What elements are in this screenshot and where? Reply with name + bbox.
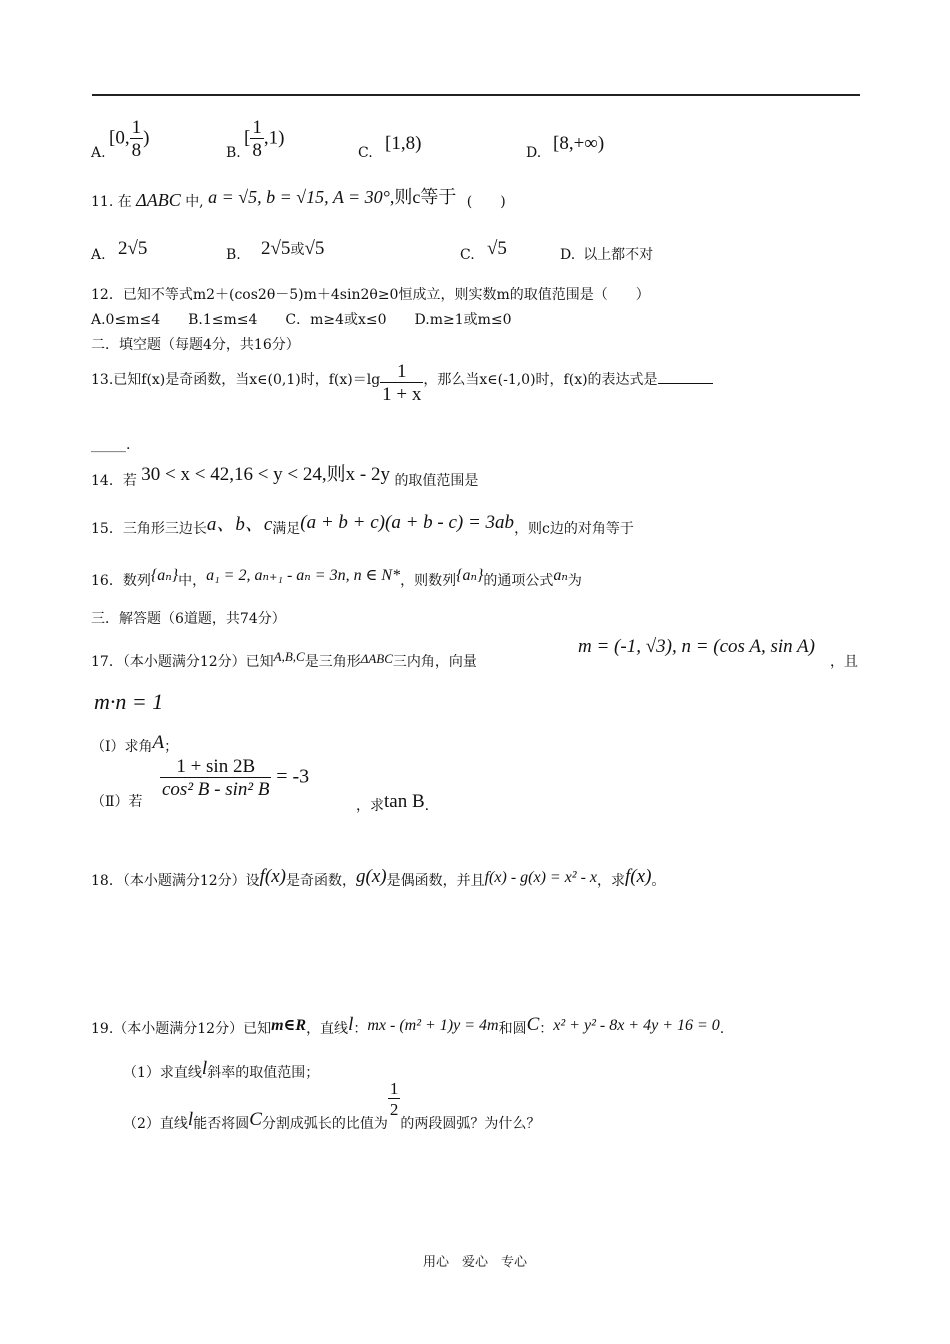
q17-part2-expr: $\frac{1 + \sin 2B}{\text{cos² B - sin² B}}$ = -3	[162, 756, 310, 800]
q10-option-d-expr: [8,+∞)	[553, 133, 605, 154]
q11-option-b-label: B.	[226, 247, 241, 263]
q11-option-a-label: A.	[91, 247, 106, 263]
q10-option-a-label: A.	[91, 145, 106, 161]
q15-stem: 15．三角形三边长a、b、c满足(a + b + c)(a + b - c) = 3ab，则c边的对角等于	[91, 512, 634, 537]
q10-option-b-expr: [ $\frac{1}{8}$ ,1)	[244, 117, 285, 161]
q17-stem: 17．（本小题满分12分）已知A,B,C是三角形ΔABC三内角，向量	[91, 649, 477, 670]
section-fill-in-title: 二．填空题（每题4分，共16分）	[91, 337, 300, 353]
q18-stem: 18．（本小题满分12分）设f(x)是奇函数，g(x)是偶函数，并且f(x) - g(x) = x² - x，求f(x)。	[91, 866, 666, 889]
q17-and: ，且	[830, 654, 858, 670]
q13-tail: _____.	[91, 437, 131, 453]
q19-part2: （2）直线l能否将圆C分割成弧长的比值为 $\frac{1}{2}$ 的两段圆弧？为什么？	[123, 1079, 541, 1132]
q11-stem: 11. 在 ΔABC 中, a = √5, b = √15, A = 30°,则c等于 ( )	[91, 187, 506, 210]
q19-part1: （1）求直线l斜率的取值范围；	[123, 1058, 320, 1081]
q19-stem: 19.（本小题满分12分）已知m∈R，直线l：mx - (m² + 1)y = 4m和圆C：x² + y² - 8x + 4y + 16 = 0.	[91, 1014, 725, 1037]
q10-option-b-label: B.	[226, 145, 241, 161]
q12-options: A.0≤m≤4 B.1≤m≤4 C．m≥4或x≤0 D.m≥1或m≤0	[91, 312, 512, 328]
section-solve-title: 三．解答题（6道题，共74分）	[91, 611, 286, 627]
q11-option-a-value: 2√5	[118, 238, 148, 259]
q17-vectors: m = (-1, √3), n = (cos A, sin A)	[578, 636, 815, 657]
q17-part2-label: （Ⅱ）若	[91, 794, 143, 810]
q13-stem: 13.已知f(x)是奇函数，当x∈(0,1)时，f(x)＝lg $\frac{1}{1 + x}$ ，那么当x∈(-1,0)时，f(x)的表达式是	[91, 362, 713, 404]
q17-dot-product: m·n = 1	[94, 689, 164, 714]
q10-option-c-label: C.	[358, 145, 373, 161]
page-footer: 用心 爱心 专心	[422, 1255, 527, 1270]
q12-stem: 12．已知不等式m2＋(cos2θ－5)m＋4sin2θ≥0恒成立，则实数m的取值范围是（ ）	[91, 287, 650, 303]
q17-part1: （Ⅰ）求角A；	[91, 732, 179, 755]
q10-option-a-expr: [0, $\frac{1}{8}$ )	[109, 117, 150, 161]
q11-option-c-value: √5	[487, 238, 507, 259]
q17-part2-ask: ，求tan B.	[356, 791, 430, 814]
header-rule	[92, 94, 860, 96]
q10-option-c-expr: [1,8)	[385, 133, 422, 154]
q11-option-d: D. 以上都不对	[560, 247, 654, 263]
q10-option-d-label: D.	[526, 145, 542, 161]
q11-option-b-value: 2√5或√5	[261, 238, 325, 259]
q14-stem: 14．若 30 < x < 42,16 < y < 24,则x - 2y 的取值范围是	[91, 464, 479, 489]
q16-stem: 16．数列{aₙ}中，a₁ = 2, aₙ₊₁ - aₙ = 3n, n ∈ N*，则数列{aₙ}的通项公式aₙ为	[91, 567, 582, 589]
q11-option-c-label: C.	[460, 247, 475, 263]
